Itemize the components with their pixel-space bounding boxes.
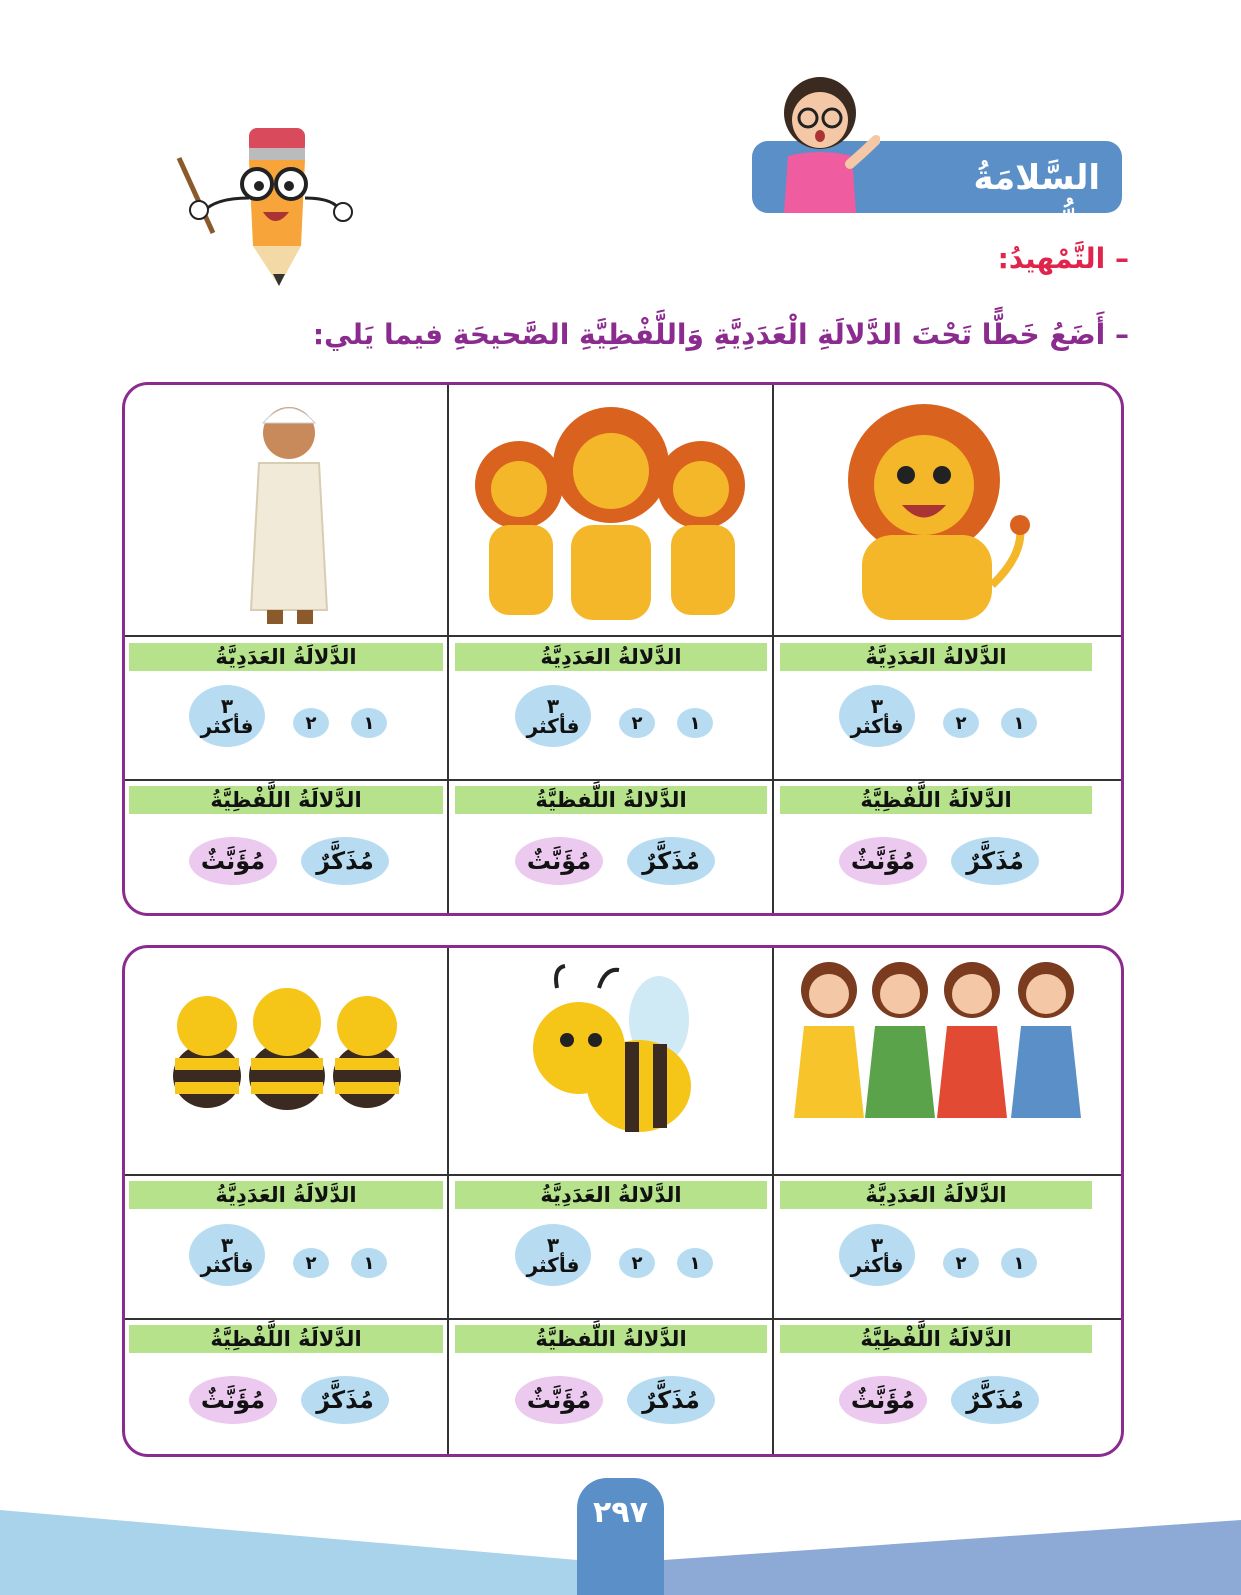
row-divider [125, 779, 1121, 781]
choice-feminine[interactable]: مُؤَنَّثٌ [839, 1376, 927, 1424]
choice-masculine[interactable]: مُذَكَّرٌ [627, 1376, 715, 1424]
numeric-label: الدَّلالَةُ العَدَدِيَّةُ [129, 643, 443, 671]
choice-three-or-more[interactable]: ٣ فأكثر [839, 1224, 915, 1286]
exercise-grid-1 [122, 382, 1124, 916]
choice-feminine[interactable]: مُؤَنَّثٌ [515, 1376, 603, 1424]
choice-one[interactable]: ١ [351, 1248, 387, 1278]
choice-three-or-more[interactable]: ٣ فأكثر [189, 1224, 265, 1286]
choice-three-or-more[interactable]: ٣ فأكثر [515, 1224, 591, 1286]
pencil-mascot-illustration [175, 118, 355, 293]
choice-masculine[interactable]: مُذَكَّرٌ [301, 837, 389, 885]
exercise-grid-2 [122, 945, 1124, 1457]
choice-one[interactable]: ١ [677, 708, 713, 738]
choice-three-or-more[interactable]: ٣ فأكثر [839, 685, 915, 747]
choice-feminine[interactable]: مُؤَنَّثٌ [189, 1376, 277, 1424]
boy-image [125, 385, 447, 635]
choice-masculine[interactable]: مُذَكَّرٌ [301, 1376, 389, 1424]
page-number: ٢٩٧ [577, 1478, 664, 1595]
verbal-label: الدَّلالَةُ اللَّفْظِيَّةُ [780, 1325, 1092, 1353]
choice-two[interactable]: ٢ [619, 1248, 655, 1278]
choice-two[interactable]: ٢ [619, 708, 655, 738]
numeric-label: الدَّلالَةُ العَدَدِيَّةُ [780, 1181, 1092, 1209]
numeric-label: الدَّلالَةُ العَدَدِيَّةُ [129, 1181, 443, 1209]
choice-masculine[interactable]: مُذَكَّرٌ [951, 1376, 1039, 1424]
lesson-title: السَّلامَةُ اللُّغَوِيَّةُ: [973, 158, 1100, 254]
three-lions-image [449, 385, 771, 635]
choice-one[interactable]: ١ [1001, 708, 1037, 738]
four-girls-image [774, 948, 1120, 1174]
choice-one[interactable]: ١ [1001, 1248, 1037, 1278]
choice-three-or-more[interactable]: ٣ فأكثر [189, 685, 265, 747]
numeric-label: الدَّلالةُ العَدَدِيَّةُ [455, 643, 767, 671]
choice-two[interactable]: ٢ [293, 1248, 329, 1278]
choice-one[interactable]: ١ [351, 708, 387, 738]
row-divider [125, 1318, 1121, 1320]
choice-masculine[interactable]: مُذَكَّرٌ [951, 837, 1039, 885]
verbal-label: الدَّلالةُ اللَّفظيَّةُ [455, 786, 767, 814]
choice-feminine[interactable]: مُؤَنَّثٌ [189, 837, 277, 885]
section-heading: – التَّمْهيدُ: [997, 242, 1129, 275]
row-divider [125, 635, 1121, 637]
choice-three-or-more[interactable]: ٣ فأكثر [515, 685, 591, 747]
verbal-label: الدَّلالةُ اللَّفظيَّةُ [455, 1325, 767, 1353]
choice-two[interactable]: ٢ [943, 1248, 979, 1278]
choice-one[interactable]: ١ [677, 1248, 713, 1278]
bee-image [449, 948, 771, 1174]
choice-masculine[interactable]: مُذَكَّرٌ [627, 837, 715, 885]
choice-feminine[interactable]: مُؤَنَّثٌ [839, 837, 927, 885]
choice-feminine[interactable]: مُؤَنَّثٌ [515, 837, 603, 885]
numeric-label: الدَّلالةُ العَدَدِيَّةُ [780, 643, 1092, 671]
verbal-label: الدَّلالَةُ اللَّفْظِيَّةُ [129, 786, 443, 814]
three-bees-image [125, 948, 447, 1174]
choice-two[interactable]: ٢ [943, 708, 979, 738]
instruction-text: – أَضَعُ خَطًّا تَحْتَ الدَّلالَةِ الْعَدَدِيَّةِ وَاللَّفْظِيَّةِ الصَّحيحَةِ فيما يَلي: [312, 318, 1129, 351]
lion-image [774, 385, 1120, 635]
verbal-label: الدَّلالَةُ اللَّفْظِيَّةُ [780, 786, 1092, 814]
row-divider [125, 1174, 1121, 1176]
verbal-label: الدَّلالَةُ اللَّفْظِيَّةُ [129, 1325, 443, 1353]
choice-two[interactable]: ٢ [293, 708, 329, 738]
numeric-label: الدَّلالةُ العَدَدِيَّةُ [455, 1181, 767, 1209]
